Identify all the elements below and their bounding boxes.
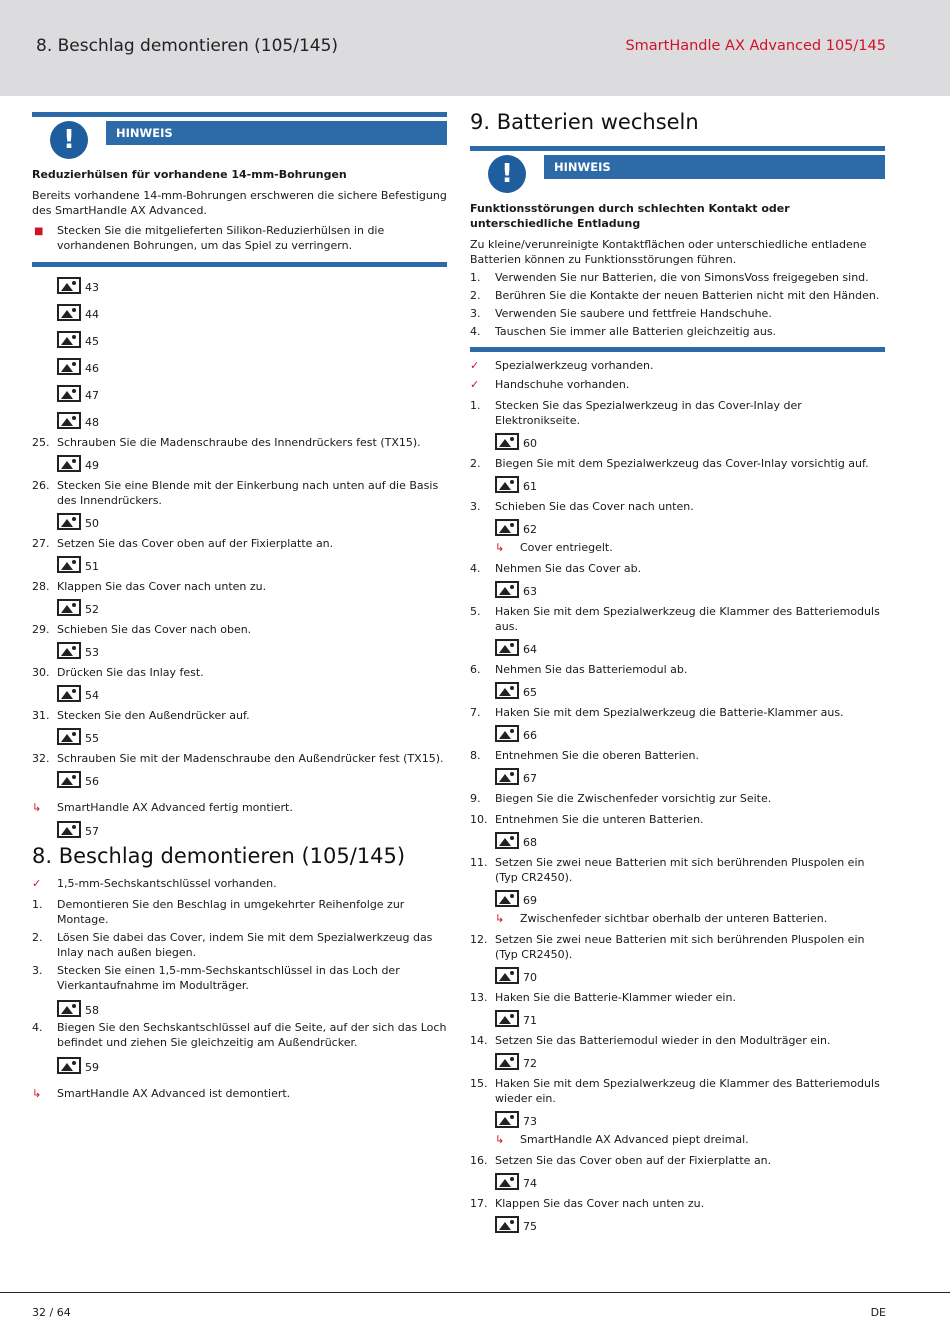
step-text: Biegen Sie den Sechskantschlüssel auf die Seite, auf der sich das Loch befindet und ziehen Sie gleichzeitig am Außendrücker. <box>57 1021 447 1049</box>
step-number: 2. <box>32 931 43 944</box>
step-number: 6. <box>470 663 481 676</box>
prerequisites <box>470 358 885 392</box>
figure-number: 69 <box>523 894 537 907</box>
check-icon: ✓ <box>470 359 480 372</box>
step-number: 15. <box>470 1077 488 1090</box>
figure-list <box>32 267 447 429</box>
step-text: Entnehmen Sie die unteren Batterien. <box>495 813 704 826</box>
figure-number: 75 <box>523 1220 537 1233</box>
step-text: Setzen Sie das Cover oben auf der Fixierplatte an. <box>495 1154 772 1167</box>
step-item <box>470 1076 885 1106</box>
step-number: 4. <box>470 325 481 338</box>
step-text: Haken Sie mit dem Spezialwerkzeug die Klammer des Batteriemoduls wieder ein. <box>495 1077 880 1105</box>
step-text: Setzen Sie das Cover oben auf der Fixierplatte an. <box>57 537 334 550</box>
step-result <box>470 540 885 555</box>
step-number: 13. <box>470 991 488 1004</box>
image-icon <box>57 685 81 702</box>
step-text: Schieben Sie das Cover nach unten. <box>495 500 694 513</box>
step-number: 2. <box>470 289 481 302</box>
figure-number: 46 <box>85 362 99 375</box>
step-text: Nehmen Sie das Batteriemodul ab. <box>495 663 688 676</box>
result-arrow-icon: ↳ <box>32 801 42 814</box>
step-item <box>470 1153 885 1168</box>
language-code: DE <box>870 1306 886 1319</box>
step-result <box>470 911 885 926</box>
footer-rule <box>0 1292 950 1293</box>
left-column <box>32 112 447 1101</box>
step-number: 3. <box>470 307 481 320</box>
figure-number: 59 <box>85 1061 99 1074</box>
figure-number: 63 <box>523 585 537 598</box>
step-item <box>470 270 885 285</box>
figure-ref <box>470 720 885 742</box>
image-icon <box>495 682 519 699</box>
figure-ref <box>32 1050 447 1074</box>
figure-ref <box>470 677 885 699</box>
step-text: Stecken Sie den Außendrücker auf. <box>57 709 250 722</box>
step-item <box>470 1196 885 1211</box>
result-arrow-icon: ↳ <box>495 912 505 925</box>
right-column <box>470 110 885 1233</box>
figure-number: 49 <box>85 459 99 472</box>
figure-ref <box>470 576 885 598</box>
step-result <box>470 1132 885 1147</box>
step-item <box>32 930 447 960</box>
step-result-text: Cover entriegelt. <box>520 541 613 554</box>
figure-number: 54 <box>85 689 99 702</box>
image-icon <box>495 433 519 450</box>
result-line: ↳ SmartHandle AX Advanced ist demontiert. <box>32 1087 291 1100</box>
figure-ref <box>32 267 447 294</box>
step-text: Schrauben Sie die Madenschraube des Innendrückers fest (TX15). <box>57 436 421 449</box>
step-item <box>470 499 885 514</box>
figure-number: 60 <box>523 437 537 450</box>
image-icon <box>57 1000 81 1017</box>
step-text: Tauschen Sie immer alle Batterien gleichzeitig aus. <box>495 325 777 338</box>
figure-number: 68 <box>523 836 537 849</box>
step-number: 28. <box>32 580 50 593</box>
step-item <box>470 306 885 321</box>
step-number: 1. <box>32 898 43 911</box>
step-item <box>32 622 447 637</box>
step-text: Klappen Sie das Cover nach unten zu. <box>57 580 267 593</box>
step-item <box>32 478 447 508</box>
figure-number: 71 <box>523 1014 537 1027</box>
figure-ref <box>32 637 447 659</box>
figure-ref <box>32 402 447 429</box>
step-item <box>470 561 885 576</box>
step-item <box>470 398 885 428</box>
figure-ref: 57 <box>32 815 447 838</box>
figure-number: 48 <box>85 416 99 429</box>
step-number: 4. <box>470 562 481 575</box>
notice-items <box>470 270 885 339</box>
step-text: Stecken Sie eine Blende mit der Einkerbung nach unten auf die Basis des Innendrückers. <box>57 479 439 507</box>
image-icon <box>57 642 81 659</box>
notice-text: Zu kleine/verunreinigte Kontaktflächen oder unterschiedliche entladene Batterien können zu Funktionsstörungen führen. <box>470 238 867 266</box>
figure-number: 67 <box>523 772 537 785</box>
step-number: 11. <box>470 856 488 869</box>
step-number: 31. <box>32 709 50 722</box>
step-number: 32. <box>32 752 50 765</box>
image-icon <box>495 581 519 598</box>
prerequisite <box>470 358 885 373</box>
page-number: 32 / 64 <box>32 1306 71 1319</box>
prerequisite: ✓ 1,5-mm-Sechskantschlüssel vorhanden. <box>32 877 277 890</box>
step-text: Setzen Sie zwei neue Batterien mit sich berührenden Pluspolen ein (Typ CR2450). <box>495 933 865 961</box>
prerequisite <box>470 377 885 392</box>
step-text: Nehmen Sie das Cover ab. <box>495 562 642 575</box>
image-icon <box>495 768 519 785</box>
step-item <box>470 855 885 885</box>
step-item <box>32 708 447 723</box>
image-icon <box>57 728 81 745</box>
figure-ref <box>32 375 447 402</box>
figure-ref <box>470 962 885 984</box>
step-text: Haken Sie mit dem Spezialwerkzeug die Batterie-Klammer aus. <box>495 706 844 719</box>
header-product-name: SmartHandle AX Advanced 105/145 <box>625 38 886 54</box>
step-item <box>470 456 885 471</box>
notice-item: ■ Stecken Sie die mitgelieferten Silikon-Reduzierhülsen in die vorhandenen Bohrungen, um das Spiel zu verringern. <box>34 224 385 252</box>
figure-ref <box>32 766 447 788</box>
image-icon <box>57 821 81 838</box>
step-item <box>470 812 885 827</box>
figure-ref <box>32 993 447 1017</box>
step-text: Klappen Sie das Cover nach unten zu. <box>495 1197 705 1210</box>
warning-icon: ! <box>50 121 88 159</box>
step-result-text: SmartHandle AX Advanced piept dreimal. <box>520 1133 749 1146</box>
image-icon <box>57 513 81 530</box>
step-item <box>470 791 885 806</box>
image-icon <box>495 639 519 656</box>
step-text: Biegen Sie mit dem Spezialwerkzeug das Cover-Inlay vorsichtig auf. <box>495 457 869 470</box>
figure-number: 73 <box>523 1115 537 1128</box>
figure-ref <box>32 551 447 573</box>
image-icon <box>57 385 81 402</box>
step-text: Schieben Sie das Cover nach oben. <box>57 623 252 636</box>
step-text: Entnehmen Sie die oberen Batterien. <box>495 749 699 762</box>
step-item <box>470 705 885 720</box>
step-number: 26. <box>32 479 50 492</box>
step-number: 30. <box>32 666 50 679</box>
figure-number: 58 <box>85 1004 99 1017</box>
check-icon: ✓ <box>470 378 480 391</box>
prerequisite-text: Handschuhe vorhanden. <box>495 378 630 391</box>
step-text: Haken Sie die Batterie-Klammer wieder ein. <box>495 991 736 1004</box>
page-header <box>0 0 950 96</box>
step-number: 3. <box>470 500 481 513</box>
step-number: 12. <box>470 933 488 946</box>
step-item <box>470 604 885 634</box>
step-number: 3. <box>32 964 43 977</box>
bullet-icon: ■ <box>34 226 44 237</box>
notice-label: HINWEIS <box>544 155 885 179</box>
step-text: Demontieren Sie den Beschlag in umgekehrter Reihenfolge zur Montage. <box>57 898 405 926</box>
figure-ref <box>32 450 447 472</box>
figure-ref <box>470 514 885 536</box>
figure-number: 62 <box>523 523 537 536</box>
step-item <box>470 748 885 763</box>
image-icon <box>57 304 81 321</box>
check-icon: ✓ <box>32 877 42 890</box>
step-number: 16. <box>470 1154 488 1167</box>
assembly-steps <box>32 435 447 788</box>
step-item <box>470 662 885 677</box>
step-item <box>470 288 885 303</box>
battery-steps <box>470 398 885 1233</box>
figure-ref <box>470 1005 885 1027</box>
step-text: Drücken Sie das Inlay fest. <box>57 666 204 679</box>
figure-number: 64 <box>523 643 537 656</box>
figure-ref <box>470 763 885 785</box>
figure-ref <box>32 321 447 348</box>
step-number: 17. <box>470 1197 488 1210</box>
image-icon <box>495 1053 519 1070</box>
step-number: 29. <box>32 623 50 636</box>
prerequisite-text: Spezialwerkzeug vorhanden. <box>495 359 654 372</box>
step-number: 2. <box>470 457 481 470</box>
step-item <box>32 963 447 993</box>
figure-number: 47 <box>85 389 99 402</box>
step-number: 4. <box>32 1021 43 1034</box>
result-arrow-icon: ↳ <box>495 541 505 554</box>
image-icon <box>57 599 81 616</box>
warning-icon: ! <box>488 155 526 193</box>
step-number: 9. <box>470 792 481 805</box>
image-icon <box>495 1173 519 1190</box>
image-icon <box>57 455 81 472</box>
figure-number: 74 <box>523 1177 537 1190</box>
section-heading: 9. Batterien wechseln <box>470 110 699 134</box>
step-result-text: Zwischenfeder sichtbar oberhalb der unteren Batterien. <box>520 912 828 925</box>
step-text: Lösen Sie dabei das Cover, indem Sie mit dem Spezialwerkzeug das Inlay nach außen biegen. <box>57 931 433 959</box>
image-icon <box>57 331 81 348</box>
figure-ref <box>470 1106 885 1128</box>
result-line: ↳ SmartHandle AX Advanced fertig montiert. <box>32 801 293 814</box>
figure-number: 66 <box>523 729 537 742</box>
figure-number: 56 <box>85 775 99 788</box>
image-icon <box>495 967 519 984</box>
result-arrow-icon: ↳ <box>495 1133 505 1146</box>
figure-ref <box>470 885 885 907</box>
step-number: 1. <box>470 399 481 412</box>
figure-number: 55 <box>85 732 99 745</box>
result-arrow-icon: ↳ <box>32 1087 42 1100</box>
step-text: Haken Sie mit dem Spezialwerkzeug die Klammer des Batteriemoduls aus. <box>495 605 880 633</box>
figure-ref <box>470 634 885 656</box>
figure-ref <box>470 1211 885 1233</box>
step-text: Berühren Sie die Kontakte der neuen Batterien nicht mit den Händen. <box>495 289 880 302</box>
image-icon <box>495 519 519 536</box>
figure-number: 44 <box>85 308 99 321</box>
figure-ref <box>32 294 447 321</box>
image-icon <box>495 476 519 493</box>
figure-number: 45 <box>85 335 99 348</box>
notice-label: HINWEIS <box>106 121 447 145</box>
figure-ref <box>470 1168 885 1190</box>
figure-ref <box>470 471 885 493</box>
figure-number: 53 <box>85 646 99 659</box>
figure-ref <box>470 1048 885 1070</box>
step-text: Setzen Sie zwei neue Batterien mit sich berührenden Pluspolen ein (Typ CR2450). <box>495 856 865 884</box>
step-text: Stecken Sie das Spezialwerkzeug in das Cover-Inlay der Elektronikseite. <box>495 399 802 427</box>
step-text: Verwenden Sie saubere und fettfreie Handschuhe. <box>495 307 772 320</box>
notice-text: Bereits vorhandene 14-mm-Bohrungen erschweren die sichere Befestigung des SmartHandle AX Advanced. <box>32 189 447 217</box>
step-number: 7. <box>470 706 481 719</box>
step-item <box>32 665 447 680</box>
step-item <box>32 1020 447 1050</box>
step-item <box>32 751 447 766</box>
image-icon <box>57 412 81 429</box>
section-heading: 8. Beschlag demontieren (105/145) <box>32 844 406 868</box>
step-text: Stecken Sie einen 1,5-mm-Sechskantschlüssel in das Loch der Vierkantaufnahme im Modulträger. <box>57 964 400 992</box>
figure-number: 52 <box>85 603 99 616</box>
notice-box <box>32 112 447 155</box>
notice-end-rule <box>470 347 885 352</box>
figure-ref <box>470 428 885 450</box>
figure-ref <box>32 723 447 745</box>
figure-ref <box>32 508 447 530</box>
step-text: Verwenden Sie nur Batterien, die von SimonsVoss freigegeben sind. <box>495 271 869 284</box>
header-section-title: 8. Beschlag demontieren (105/145) <box>36 36 339 56</box>
step-number: 5. <box>470 605 481 618</box>
image-icon <box>57 1057 81 1074</box>
step-item <box>32 897 447 927</box>
figure-ref <box>470 827 885 849</box>
figure-ref <box>32 348 447 375</box>
step-item <box>32 435 447 450</box>
figure-number: 61 <box>523 480 537 493</box>
step-item <box>470 324 885 339</box>
step-item <box>470 932 885 962</box>
step-item <box>470 1033 885 1048</box>
step-item <box>32 536 447 551</box>
image-icon <box>495 832 519 849</box>
figure-number: 50 <box>85 517 99 530</box>
step-text: Biegen Sie die Zwischenfeder vorsichtig zur Seite. <box>495 792 772 805</box>
figure-number: 43 <box>85 281 99 294</box>
image-icon <box>57 556 81 573</box>
image-icon <box>495 890 519 907</box>
notice-box <box>470 146 885 189</box>
image-icon <box>495 1216 519 1233</box>
step-text: Schrauben Sie mit der Madenschraube den Außendrücker fest (TX15). <box>57 752 444 765</box>
figure-number: 51 <box>85 560 99 573</box>
image-icon <box>57 771 81 788</box>
image-icon <box>495 1111 519 1128</box>
step-item <box>470 990 885 1005</box>
step-item <box>32 579 447 594</box>
step-number: 10. <box>470 813 488 826</box>
step-number: 8. <box>470 749 481 762</box>
figure-number: 72 <box>523 1057 537 1070</box>
notice-title: Reduzierhülsen für vorhandene 14-mm-Bohrungen <box>32 168 347 181</box>
figure-number: 70 <box>523 971 537 984</box>
image-icon <box>57 358 81 375</box>
image-icon <box>495 725 519 742</box>
image-icon <box>495 1010 519 1027</box>
notice-title: Funktionsstörungen durch schlechten Kontakt oder unterschiedliche Entladung <box>470 202 790 230</box>
figure-ref <box>32 594 447 616</box>
step-number: 14. <box>470 1034 488 1047</box>
figure-number: 65 <box>523 686 537 699</box>
step-number: 1. <box>470 271 481 284</box>
step-text: Setzen Sie das Batteriemodul wieder in den Modulträger ein. <box>495 1034 831 1047</box>
image-icon <box>57 277 81 294</box>
figure-ref <box>32 680 447 702</box>
step-number: 27. <box>32 537 50 550</box>
step-number: 25. <box>32 436 50 449</box>
disassembly-steps <box>32 897 447 1074</box>
